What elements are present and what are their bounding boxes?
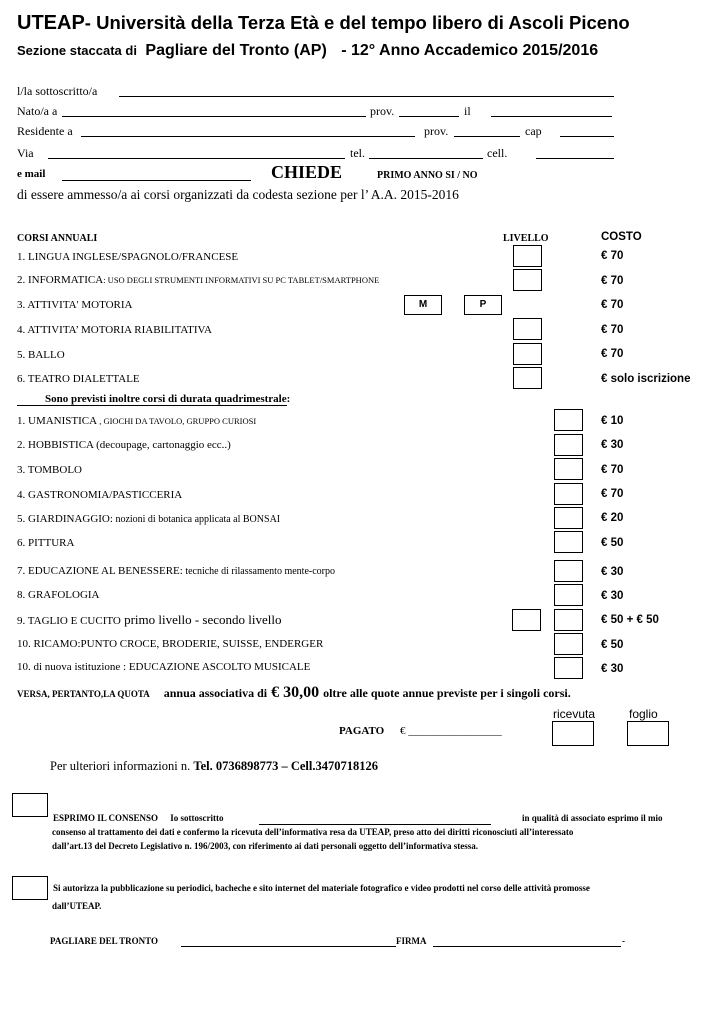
course-detail: , GIOCHI DA TAVOLO, GRUPPO CURIOSI [97, 416, 257, 426]
consent-line-2: consenso al trattamento dei dati e confermo la ricevuta dell’informativa resa da UTEAP, preso atto dei diritti riconosciuti all’interessato [52, 827, 574, 837]
field-cap[interactable] [560, 136, 614, 137]
section-line [17, 42, 598, 60]
label-email: e mail [17, 168, 46, 180]
course-detail: nozioni di botanica applicata al BONSAI [112, 514, 281, 525]
annual-cost-4: € 70 [601, 324, 624, 336]
footer-end: - [622, 936, 625, 946]
quarterly-course-9 [17, 612, 282, 628]
field-il[interactable] [491, 116, 612, 117]
year-info: - 12° Anno Accademico 2015/2016 [341, 42, 599, 59]
quarterly-cost-7: € 30 [601, 566, 624, 578]
pagato-field[interactable]: € _________________ [400, 725, 502, 737]
chiede-heading: CHIEDE [271, 162, 343, 182]
quarterly-cost-3: € 70 [601, 464, 624, 476]
course-label: 1. UMANISTICA [17, 415, 98, 427]
quarterly-header-rule [17, 393, 45, 406]
field-sottoscritto[interactable] [119, 96, 614, 97]
authorization-checkbox[interactable] [12, 876, 48, 900]
annual-course-4 [17, 324, 212, 336]
label-prov-2: prov. [424, 124, 449, 138]
foglio-label: foglio [629, 707, 658, 721]
course-label: 4. GASTRONOMIA/PASTICCERIA [17, 489, 183, 501]
livello-checkbox[interactable] [513, 269, 542, 291]
livello-checkbox[interactable] [513, 318, 542, 340]
annual-cost-2: € 70 [601, 275, 624, 287]
quarterly-cost-8: € 30 [601, 590, 624, 602]
title-rest: - Università della Terza Età e del tempo libero di Ascoli Piceno [84, 12, 630, 33]
course-label: 5. GIARDINAGGIO: [17, 513, 113, 525]
field-prov-2[interactable] [454, 136, 520, 137]
course-checkbox[interactable] [554, 507, 583, 529]
course-checkbox[interactable] [554, 584, 583, 606]
costo-header: COSTO [601, 231, 642, 243]
pagato-label: PAGATO [339, 725, 385, 737]
course-label: 5. BALLO [17, 349, 65, 361]
quota-line: VERSA, PERTANTO,LA QUOTA annua associativa di € 30,00 oltre alle quote annue previste per i singoli corsi. [17, 684, 571, 701]
course-checkbox[interactable] [554, 483, 583, 505]
quarterly-course-2 [17, 439, 231, 451]
annual-course-2 [17, 274, 379, 286]
livello-checkbox[interactable] [513, 245, 542, 267]
annual-course-6 [17, 373, 140, 385]
label-nato: Nato/a a [17, 104, 58, 118]
quarterly-header-text: Sono previsti inoltre corsi di durata quadrimestrale [45, 393, 287, 405]
quarterly-course-7 [17, 565, 335, 577]
primo-anno: PRIMO ANNO SI / NO [377, 170, 478, 181]
consent-line-1 [53, 813, 224, 823]
quarterly-course-3 [17, 464, 82, 476]
consent-name-field[interactable] [259, 824, 491, 825]
course-label: 10. [17, 661, 31, 673]
quarterly-course-5 [17, 513, 280, 525]
authorization-line-2: dall’UTEAP. [52, 901, 102, 911]
motoria-m-checkbox[interactable]: M [404, 295, 442, 315]
label-residente: Residente a [17, 124, 73, 138]
quota-suffix: oltre alle quote annue previste per i singoli corsi [323, 686, 568, 700]
primo-livello-checkbox[interactable] [512, 609, 541, 631]
course-label: 8. GRAFOLOGIA [17, 589, 100, 601]
course-detail: primo livello - secondo livello [120, 612, 282, 627]
quarterly-cost-1: € 10 [601, 415, 624, 427]
annual-cost-6: € solo iscrizione [601, 373, 691, 385]
request-text: di essere ammesso/a ai corsi organizzati da codesta sezione per l’ A.A. 2015-2016 [17, 187, 459, 202]
ricevuta-label: ricevuta [553, 707, 596, 721]
course-label: 6. TEATRO DIALETTALE [17, 373, 140, 385]
label-prov-1: prov. [370, 104, 395, 118]
course-detail: : USO DEGLI STRUMENTI INFORMATIVI SU PC TABLET/SMARTPHONE [103, 275, 380, 285]
course-label: 4. ATTIVITA’ MOTORIA RIABILITATIVA [17, 324, 213, 336]
quarterly-cost-5: € 20 [601, 512, 624, 524]
quarterly-cost-2: € 30 [601, 439, 624, 451]
label-cap: cap [525, 124, 542, 138]
course-checkbox[interactable] [554, 409, 583, 431]
authorization-line-1: Si autorizza la pubblicazione su periodici, bacheche e sito internet del materiale fotografico e video prodotti nel corso delle attività promosse [53, 883, 590, 893]
info-line [50, 759, 378, 774]
foglio-box[interactable] [627, 721, 669, 746]
quarterly-course-11 [17, 661, 310, 673]
ricevuta-box[interactable] [552, 721, 594, 746]
consent-checkbox[interactable] [12, 793, 48, 817]
quarterly-cost-4: € 70 [601, 488, 624, 500]
quarterly-cost-9: € 50 + € 50 [601, 614, 659, 626]
livello-checkbox[interactable] [513, 367, 542, 389]
course-label: 3. ATTIVITA' MOTORIA [17, 299, 133, 311]
course-label: 1. LINGUA INGLESE/SPAGNOLO/FRANCESE [17, 251, 239, 263]
footer-place-field[interactable] [181, 946, 396, 947]
section-place: Pagliare del Tronto (AP) [145, 42, 327, 59]
course-checkbox[interactable] [554, 560, 583, 582]
quarterly-course-1 [17, 415, 256, 427]
secondo-livello-checkbox[interactable] [554, 609, 583, 631]
quota-middle: annua associativa di [163, 686, 268, 700]
quarterly-course-6 [17, 537, 74, 549]
field-email[interactable] [62, 180, 251, 181]
label-via: Via [17, 146, 34, 160]
field-nato[interactable] [62, 116, 366, 117]
motoria-p-checkbox[interactable]: P [464, 295, 502, 315]
field-residente[interactable] [81, 136, 415, 137]
annual-header: CORSI ANNUALI [17, 233, 98, 244]
label-tel: tel. [350, 146, 365, 160]
section-label: Sezione staccata di [17, 43, 137, 58]
consent-line-3: dall’art.13 del Decreto Legislativo n. 196/2003, con riferimento ai dati personali oggetto dell’informativa stessa. [52, 841, 479, 851]
quarterly-header-colon: : [286, 393, 291, 405]
field-tel[interactable] [369, 158, 483, 159]
annual-cost-5: € 70 [601, 348, 624, 360]
brand-name: UTEAP [17, 12, 85, 34]
course-label: 2. INFORMATICA [17, 274, 104, 286]
page-title [17, 12, 630, 35]
course-detail: di nuova istituzione : EDUCAZIONE ASCOLTO MUSICALE [30, 661, 311, 673]
quarterly-cost-11: € 30 [601, 663, 624, 675]
quota-amount: € 30,00 [271, 684, 320, 701]
quarterly-course-4 [17, 489, 182, 501]
quarterly-cost-6: € 50 [601, 537, 624, 549]
course-checkbox[interactable] [554, 434, 583, 456]
course-label: 7. EDUCAZIONE AL BENESSERE: [17, 565, 183, 577]
quarterly-cost-10: € 50 [601, 639, 624, 651]
label-cell: cell. [487, 146, 508, 160]
quota-prefix: VERSA, PERTANTO,LA QUOTA [17, 689, 150, 699]
consent-title: ESPRIMO IL CONSENSO [53, 813, 159, 823]
footer-firma-field[interactable] [433, 946, 621, 947]
annual-course-5 [17, 349, 65, 361]
course-checkbox[interactable] [554, 531, 583, 553]
livello-checkbox[interactable] [513, 343, 542, 365]
annual-course-1 [17, 251, 238, 263]
quarterly-header [17, 393, 290, 406]
quarterly-course-10 [17, 638, 323, 650]
label-il: il [464, 104, 471, 118]
footer-firma-label: FIRMA [396, 936, 427, 946]
info-text: Per ulteriori informazioni n. [50, 759, 191, 773]
course-label: 9. TAGLIO E CUCITO [17, 615, 121, 627]
course-detail: tecniche di rilassamento mente-corpo [182, 566, 335, 577]
course-label: 3. TOMBOLO [17, 464, 82, 476]
footer-place: PAGLIARE DEL TRONTO [50, 936, 159, 946]
annual-cost-1: € 70 [601, 250, 624, 262]
course-checkbox[interactable] [554, 458, 583, 480]
course-checkbox[interactable] [554, 633, 583, 655]
consent-line-1-end: in qualità di associato esprimo il mio [522, 813, 663, 823]
quarterly-course-8 [17, 589, 100, 601]
annual-cost-3: € 70 [601, 299, 624, 311]
course-checkbox[interactable] [554, 657, 583, 679]
label-sottoscritto: l/la sottoscritto/a [17, 84, 98, 98]
course-label: 6. PITTURA [17, 537, 75, 549]
annual-course-3 [17, 299, 132, 311]
field-via[interactable] [48, 158, 345, 159]
course-label: 10. RICAMO:PUNTO CROCE, BRODERIE, SUISSE, ENDERGER [17, 638, 324, 650]
field-prov-1[interactable] [399, 116, 459, 117]
course-label: 2. HOBBISTICA (decoupage, cartonaggio ecc..) [17, 439, 231, 451]
field-cell[interactable] [536, 158, 614, 159]
livello-header: LIVELLO [503, 233, 549, 244]
consent-sottoscritto: Io sottoscritto [170, 813, 224, 823]
info-phones: Tel. 0736898773 – Cell.3470718126 [193, 759, 378, 773]
